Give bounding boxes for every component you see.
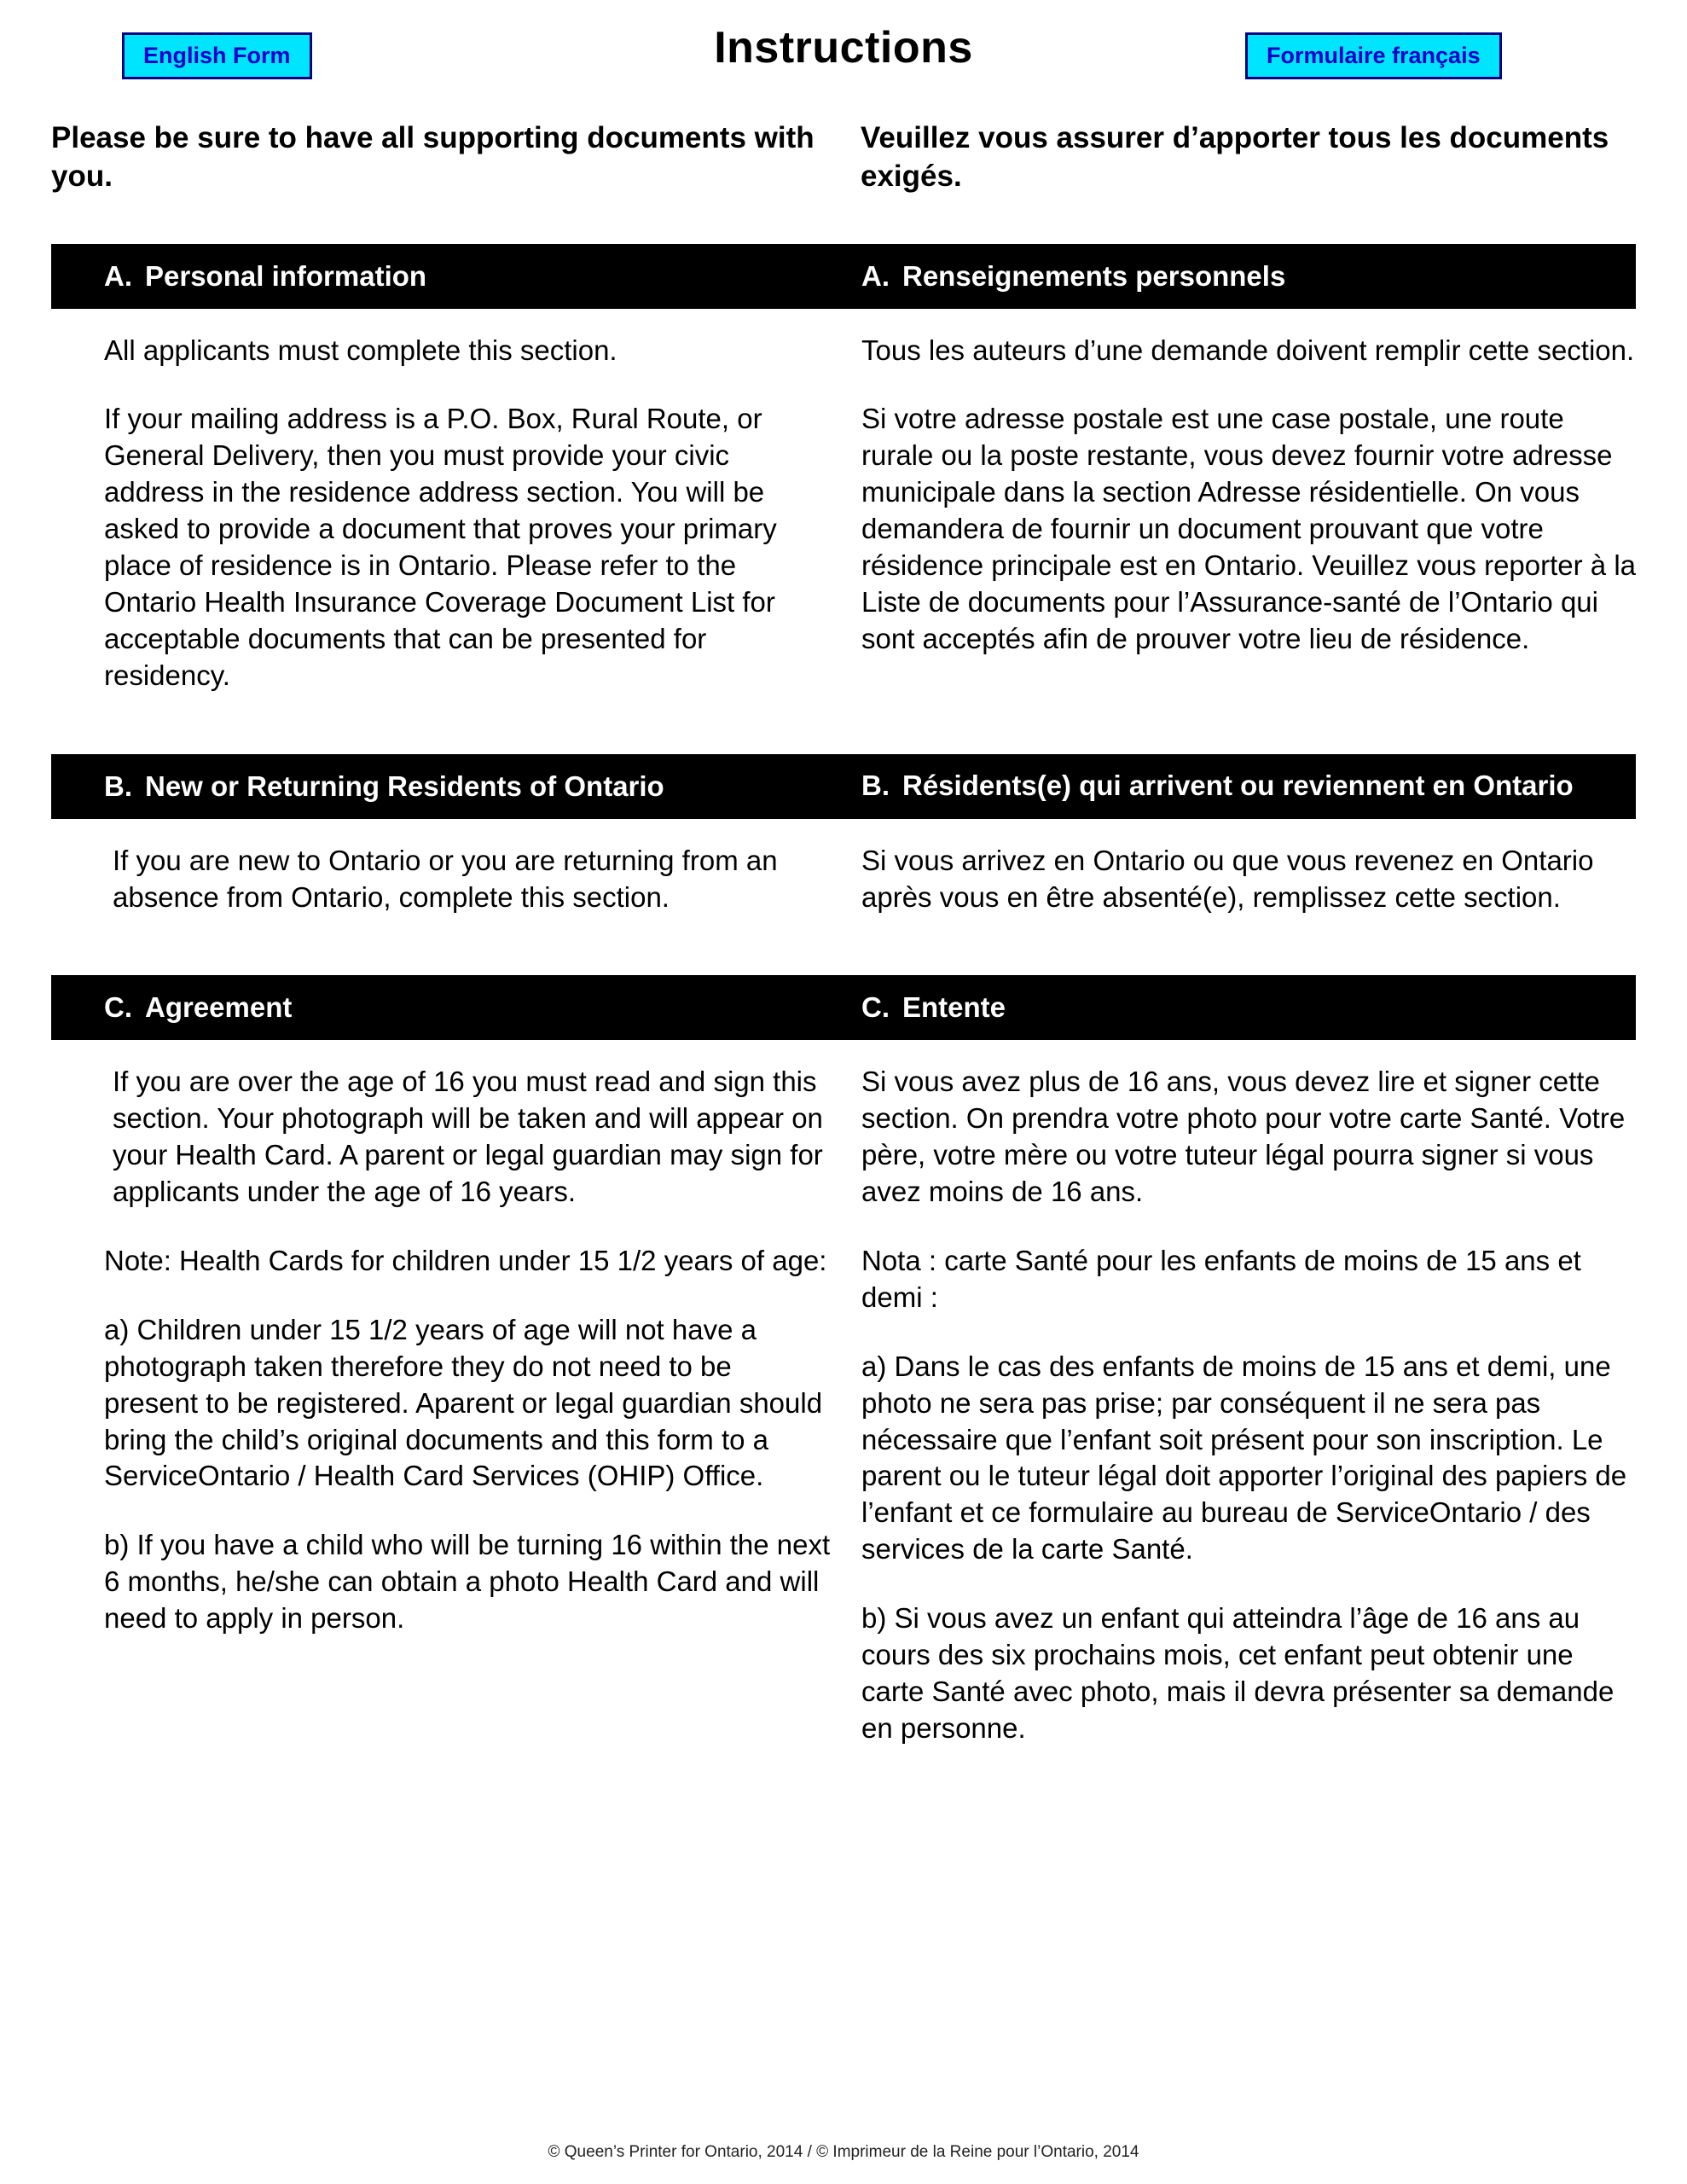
section-c-letter-french: C.	[861, 991, 890, 1024]
section-b	[0, 754, 1687, 916]
section-c-english-text	[51, 1064, 861, 1746]
section-c-heading-french	[861, 975, 1636, 1040]
page-header	[0, 0, 1687, 102]
section-a-french-text	[861, 333, 1636, 694]
section-a-letter-french: A.	[861, 259, 890, 292]
french-form-button[interactable]: Formulaire français	[1245, 32, 1502, 79]
intro-english-text: Please be sure to have all supporting documents with you.	[51, 121, 815, 193]
paragraph: Note: Health Cards for children under 15 1/2 years of age:	[104, 1244, 827, 1276]
intro-french-text: Veuillez vous assurer d’apporter tous les documents exigés.	[861, 121, 1609, 193]
section-b-french-text	[861, 843, 1636, 916]
section-b-title-french: Résidents(e) qui arrivent ou reviennent en Ontario	[902, 770, 1574, 802]
paragraph: Si vous arrivez en Ontario ou que vous revenez en Ontario après vous en être absenté(e), remplissez cette section.	[861, 844, 1594, 913]
section-a-title-french: Renseignements personnels	[902, 259, 1286, 292]
paragraph: Nota : carte Santé pour les enfants de moins de 15 ans et demi :	[861, 1244, 1581, 1313]
section-c	[0, 975, 1687, 1746]
section-c-heading-english	[51, 975, 861, 1040]
section-c-letter-english: C.	[104, 991, 132, 1024]
paragraph: a) Dans le cas des enfants de moins de 15 ans et demi, une photo ne sera pas prise; par conséquent il ne sera pas nécessaire que l’enfant soit présent pour son inscription. Le parent ou le tuteur légal doit apporter l’original des papiers de l’enfant et ce formulaire au bureau de ServiceOntario / des services de la carte Santé.	[861, 1350, 1627, 1565]
intro-row	[0, 102, 1687, 196]
section-b-letter-english: B.	[104, 770, 132, 802]
section-a-heading-french	[861, 244, 1636, 309]
section-c-title-english: Agreement	[145, 991, 293, 1024]
intro-english-column	[51, 119, 861, 196]
page-title: Instructions	[714, 23, 973, 73]
section-b-header-bars	[51, 754, 1636, 819]
section-b-heading-french	[861, 754, 1636, 819]
paragraph: If you are new to Ontario or you are returning from an absence from Ontario, complete this section.	[113, 844, 778, 913]
section-b-english-text	[51, 843, 861, 916]
paragraph: All applicants must complete this section.	[104, 334, 617, 366]
copyright-footer: © Queen’s Printer for Ontario, 2014 / © Imprimeur de la Reine pour l’Ontario, 2014	[548, 2143, 1139, 2161]
paragraph: b) Si vous avez un enfant qui atteindra l’âge de 16 ans au cours des six prochains mois, cet enfant peut obtenir une carte Santé avec photo, mais il devra présenter sa demande en personne.	[861, 1602, 1615, 1744]
section-c-body	[51, 1040, 1636, 1746]
english-form-button[interactable]: English Form	[122, 32, 312, 79]
section-c-title-french: Entente	[902, 991, 1006, 1024]
section-b-letter-french: B.	[861, 770, 890, 802]
paragraph: If you are over the age of 16 you must read and sign this section. Your photograph will be taken and will appear on your Health Card. A parent or legal guardian may sign for applicants under the age of 16 years.	[113, 1066, 823, 1208]
section-c-header-bars	[51, 975, 1636, 1040]
paragraph: If your mailing address is a P.O. Box, Rural Route, or General Delivery, then you must provide your civic address in the residence address section. You will be asked to provide a document that proves your primary place of residence is in Ontario. Please refer to the Ontario Health Insurance Coverage Document List for acceptable documents that can be presented for residency.	[104, 403, 777, 691]
section-a-heading-english	[51, 244, 861, 309]
section-b-body	[51, 819, 1636, 916]
paragraph: b) If you have a child who will be turning 16 within the next 6 months, he/she can obtain a photo Health Card and will need to apply in person.	[104, 1529, 831, 1635]
section-b-title-english: New or Returning Residents of Ontario	[145, 770, 664, 802]
paragraph: Si votre adresse postale est une case postale, une route rurale ou la poste restante, vous devez fournir votre adresse municipale dans la section Adresse résidentielle. On vous demandera de fournir un document prouvant que votre résidence principale est en Ontario. Veuillez vous reporter à la Liste de documents pour l’Assurance-santé de l’Ontario qui sont acceptés afin de prouver votre lieu de résidence.	[861, 403, 1636, 654]
section-a-title-english: Personal information	[145, 259, 427, 292]
paragraph: Tous les auteurs d’une demande doivent remplir cette section.	[861, 334, 1635, 366]
paragraph: Si vous avez plus de 16 ans, vous devez lire et signer cette section. On prendra votre photo pour votre carte Santé. Votre père, votre mère ou votre tuteur légal pourra signer si vous avez moins de 16 ans.	[861, 1066, 1626, 1208]
paragraph: a) Children under 15 1/2 years of age will not have a photograph taken therefore they do not need to be present to be registered. Aparent or legal guardian should bring the child’s original documents and this form to a ServiceOntario / Health Card Services (OHIP) Office.	[104, 1313, 823, 1492]
section-b-heading-english	[51, 754, 861, 819]
section-a	[0, 244, 1687, 694]
section-a-letter-english: A.	[104, 259, 132, 292]
section-c-french-text	[861, 1064, 1636, 1746]
section-a-header-bars	[51, 244, 1636, 309]
section-a-english-text	[51, 333, 861, 694]
intro-french-column	[861, 119, 1636, 196]
section-a-body	[51, 309, 1636, 694]
